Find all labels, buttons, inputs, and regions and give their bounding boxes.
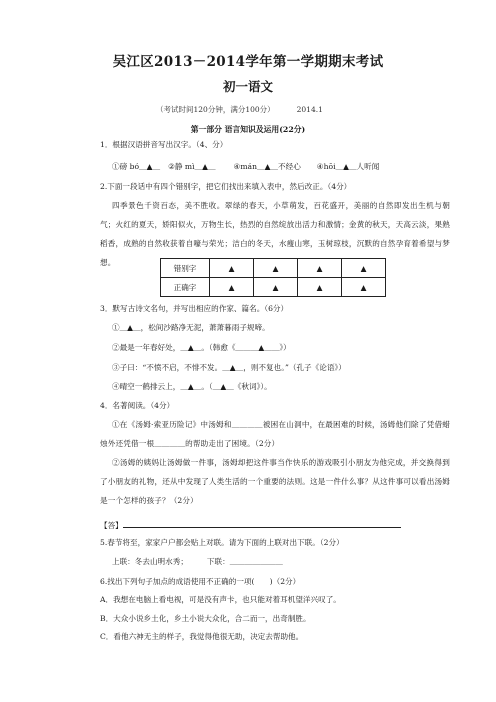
q6-prompt: 6.找出下列句子加点的成语使用不正确的一项( )（2分）: [100, 577, 301, 586]
correct-cell: ▲: [254, 278, 298, 297]
q4-prompt: 4．名著阅读。（4分）: [100, 401, 175, 410]
q4-part-2: ②汤姆的姨妈让汤姆做一件事，汤姆却把这件事当作快乐的游戏吸引小朋友为他完成，并交换得到了小朋友的礼物，还从中发现了人类生活的一个重要的法则。这是一件什么事？从这件事可以看出汤姆是一个怎样的孩子？（2分）: [100, 458, 450, 505]
q5-couplet: 上联：冬去山明水秀； 下联：＿＿＿＿＿＿＿: [112, 557, 283, 566]
q1-prompt: 1．根据汉语拼音写出汉字。（4、分）: [100, 140, 228, 149]
q3-line-1: ①＿▲＿，松间沙路净无泥，萧萧暮雨子规啼。: [112, 323, 270, 332]
q1-item-2: ②静 mì＿▲＿: [168, 162, 216, 171]
correct-cell: ▲: [342, 278, 386, 297]
exam-date: 2014.1: [296, 105, 323, 114]
q3-prompt: 3．默写古诗文名句，并写出相应的作家、篇名。（6分）: [100, 304, 289, 313]
q6-option-c: C．看他六神无主的样子，我觉得他很无助，决定去帮助他。: [100, 632, 304, 641]
q2-paragraph: 四季景色千资百态，美不胜收。翠绿的春天，小草萌发，百花盛开，美丽的自然即发出生机与朝气；火红的夏天，娇阳似火，万物生长，热烈的自然绽放出活力和激情；金黄的秋天，天高云淡，果熟稻香，成熟的自然收获着自嚎与荣光；洁白的冬天，水瘦山寒，玉树琼枝，沉默的自然孕育着希望与梦想。: [100, 201, 450, 267]
page-title: 吴江区2013－2014学年第一学期期末考试: [112, 54, 384, 70]
q3-line-2: ②最是一年春好处，＿▲＿。（韩愈《＿＿＿▲＿＿》）: [112, 343, 291, 352]
typo-cell: ▲: [254, 259, 298, 278]
q2-prompt: 2.下面一段话中有四个错别字，把它们找出来填入表中，然后改正。（4分）: [100, 182, 352, 191]
typo-table: [160, 258, 386, 297]
typo-cell: ▲: [298, 259, 342, 278]
section-heading: 第一部分 语言知识及运用(22分): [190, 125, 306, 134]
q5-prompt: 5.春节将至，家家户户都会贴上对联。请为下面的上联对出下联。（2分）: [100, 538, 344, 547]
typo-row-correct: [161, 278, 386, 297]
typo-cell: ▲: [342, 259, 386, 278]
typo-row-wrong: [161, 259, 386, 278]
typo-row-label-wrong: 错别字: [161, 259, 210, 278]
q4-answer-line: [100, 519, 401, 531]
typo-row-label-correct: 正确字: [161, 278, 210, 297]
correct-cell: ▲: [210, 278, 254, 297]
answer-blank[interactable]: [123, 519, 401, 528]
q1-item-4: ④hōi＿▲＿人听闻: [316, 162, 380, 171]
typo-cell: ▲: [210, 259, 254, 278]
q6-option-a: A．我想在电脑上看电视，可是没有声卡，也只能对着耳机望洋兴叹了。: [100, 595, 341, 604]
q4-part-1: ①在《汤姆·索亚历险记》中汤姆和＿＿＿＿被困在山洞中，在最困难的时候，汤姆他们除了凭借蜡烛外还凭借一根＿＿＿＿的帮助走出了困境。（2分）: [100, 420, 450, 448]
q3-line-4: ④晴空一鹤排云上，＿▲＿。（＿▲＿《秋词》）。: [112, 382, 272, 391]
q1-item-1: ①磅 bó＿▲＿: [112, 162, 161, 171]
exam-duration: （考试时间120分钟，满分100分）: [156, 105, 275, 114]
page-subtitle: 初一语文: [222, 79, 273, 94]
q3-line-3: ③子曰：“不愤不启，不悱不发。＿▲＿，则不复也。”（孔子《论语》）: [112, 363, 346, 372]
q1-items: [112, 162, 472, 172]
answer-label: 【答】: [100, 521, 123, 530]
q6-option-b: B．大众小说乡土化，乡土小说大众化，合二而一，出奇制胜。: [100, 614, 311, 623]
exam-info: [156, 104, 323, 115]
correct-cell: ▲: [298, 278, 342, 297]
q1-item-3: ④mán＿▲＿不经心: [233, 162, 301, 171]
